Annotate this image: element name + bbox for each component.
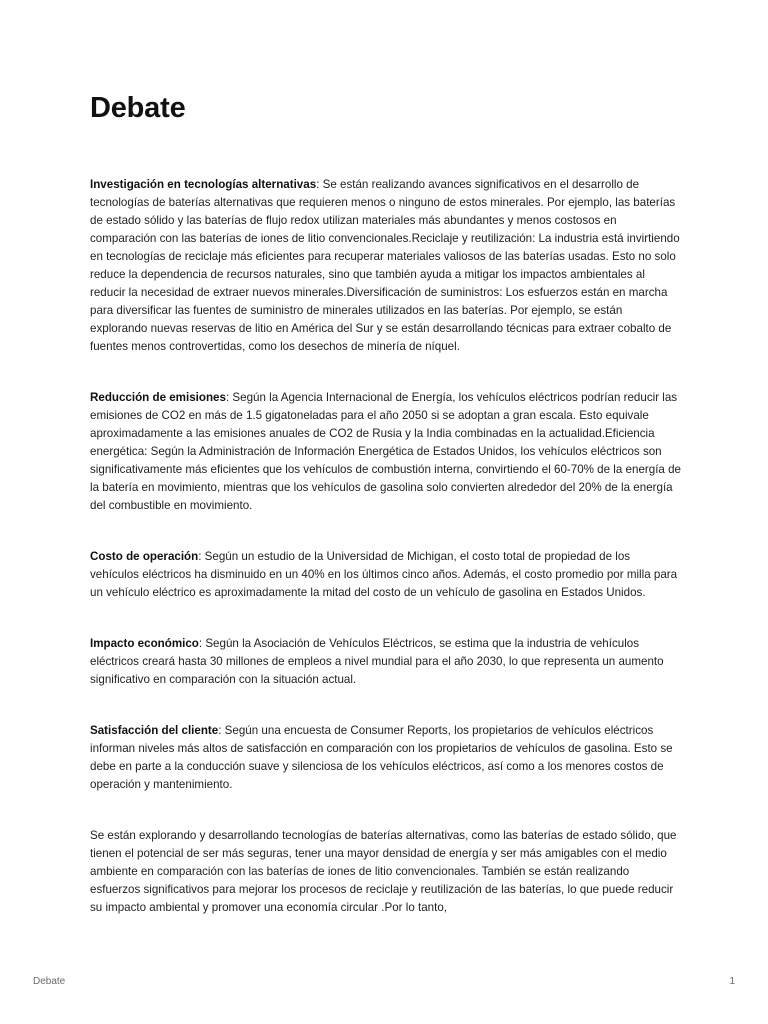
paragraph-term: Impacto económico [90,637,199,650]
document-title: Debate [90,92,186,124]
paragraph-alternative-technologies [90,176,682,356]
paragraph-text: : Según la Agencia Internacional de Energía, los vehículos eléctricos podrían reducir las emisiones de CO2 en más de 1.5 gigatoneladas para el año 2050 si se adoptan a gran escala. Esto equivale aproximadamente a las emisiones anuales de CO2 de Rusia y la India combinadas en la actualidad.Eficiencia energética: Según la Administración de Información Energética de Estados Unidos, los vehículos eléctricos son significativamente más eficientes que los vehículos de combustión interna, convirtiendo el 60-70% de la energía de la batería en movimiento, mientras que los vehículos de gasolina solo convierten alrededor del 20% de la energía del combustible en movimiento. [90,391,681,512]
paragraph-emissions-reduction [90,389,682,515]
paragraph-operating-cost [90,548,682,602]
paragraph-text: : Según un estudio de la Universidad de Michigan, el costo total de propiedad de los vehículos eléctricos ha disminuido en un 40% en los últimos cinco años. Además, el costo promedio por milla para un vehículo eléctrico es aproximadamente la mitad del costo de un vehículo de gasolina en Estados Unidos. [90,550,678,599]
paragraph-term: Reducción de emisiones [90,391,226,404]
paragraph-text: : Según una encuesta de Consumer Reports, los propietarios de vehículos eléctricos informan niveles más altos de satisfacción en comparación con los propietarios de vehículos de gasolina. Esto se debe en parte a la conducción suave y silenciosa de los vehículos eléctricos, así como a los menores costos de operación y mantenimiento. [90,724,673,791]
paragraph-customer-satisfaction [90,722,682,794]
paragraph-text: : Se están realizando avances significativos en el desarrollo de tecnologías de baterías alternativas que requieren menos o ninguno de estos minerales. Por ejemplo, las baterías de estado sólido y las baterías de flujo redox utilizan materiales más abundantes y menos costosos en comparación con las baterías de iones de litio convencionales.Reciclaje y reutilización: La industria está invirtiendo en tecnologías de reciclaje más eficientes para recuperar materiales valiosos de las baterías usadas. Esto no solo reduce la dependencia de recursos naturales, sino que también ayuda a mitigar los impactos ambientales al reducir la necesidad de extraer nuevos minerales.Diversificación de suministros: Los esfuerzos están en marcha para diversificar las fuentes de suministro de minerales utilizados en las baterías. Por ejemplo, se están explorando nuevas reservas de litio en América del Sur y se están desarrollando técnicas para extraer cobalto de fuentes menos controvertidas, como los desechos de minería de níquel. [90,178,680,353]
footer-document-name: Debate [33,976,66,987]
paragraph-economic-impact [90,635,682,689]
paragraph-text: : Según la Asociación de Vehículos Eléctricos, se estima que la industria de vehículos eléctricos creará hasta 30 millones de empleos a nivel mundial para el año 2030, lo que representa un aumento significativo en comparación con la situación actual. [90,637,664,686]
paragraph-term: Satisfacción del cliente [90,724,219,737]
paragraph-conclusion [90,827,682,917]
paragraph-term: Costo de operación [90,550,199,563]
paragraph-term: Investigación en tecnologías alternativas [90,178,317,191]
paragraph-text: Se están explorando y desarrollando tecnologías de baterías alternativas, como las baterías de estado sólido, que tienen el potencial de ser más seguras, tener una mayor densidad de energía y ser más amigables con el medio ambiente en comparación con las baterías de iones de litio convencionales. También se están realizando esfuerzos significativos para mejorar los procesos de reciclaje y reutilización de las baterías, lo que puede reducir su impacto ambiental y promover una economía circular .Por lo tanto, [90,829,677,914]
document-body [90,176,682,950]
footer-page-number: 1 [729,976,735,987]
